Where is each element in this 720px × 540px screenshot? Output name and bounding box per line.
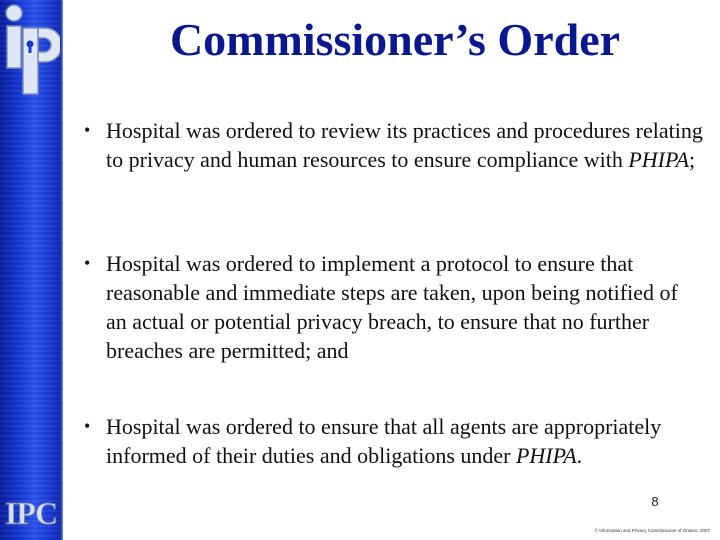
ip-logo-icon <box>1 2 61 98</box>
sidebar-band <box>0 0 63 540</box>
bullet-text-end: . <box>576 443 583 468</box>
bullet-item <box>84 412 704 512</box>
bullet-list <box>84 116 704 512</box>
bullet-text: Hospital was ordered to implement a protocol to ensure that reasonable and immediate steps are taken, upon being notified of an actual or potential privacy breach, to ensure that no further breaches are permitted; and <box>106 251 678 363</box>
svg-text:IPC: IPC <box>4 495 58 530</box>
bullet-item <box>84 116 704 249</box>
slide-title: Commissioner’s Order <box>169 14 621 65</box>
ipc-logo-icon <box>2 494 60 530</box>
bullet-text: Hospital was ordered to review its practices and procedures relating to privacy and human resources to ensure compliance with <box>106 118 703 172</box>
bullet-text-end: ; <box>689 147 696 172</box>
bullet-item <box>84 249 704 412</box>
bullet-text: Hospital was ordered to ensure that all agents are appropriately informed of their duties and obligations under <box>106 414 662 468</box>
bullet-emphasis: PHIPA <box>515 443 577 468</box>
bullet-emphasis: PHIPA <box>628 147 690 172</box>
bullet-dot: • <box>84 253 91 273</box>
bullet-dot: • <box>84 120 91 140</box>
copyright-notice: © Information and Privacy Commissioner of Ontario, 2007 <box>594 528 710 533</box>
page-number: 8 <box>651 494 659 509</box>
bullet-dot: • <box>84 416 91 436</box>
